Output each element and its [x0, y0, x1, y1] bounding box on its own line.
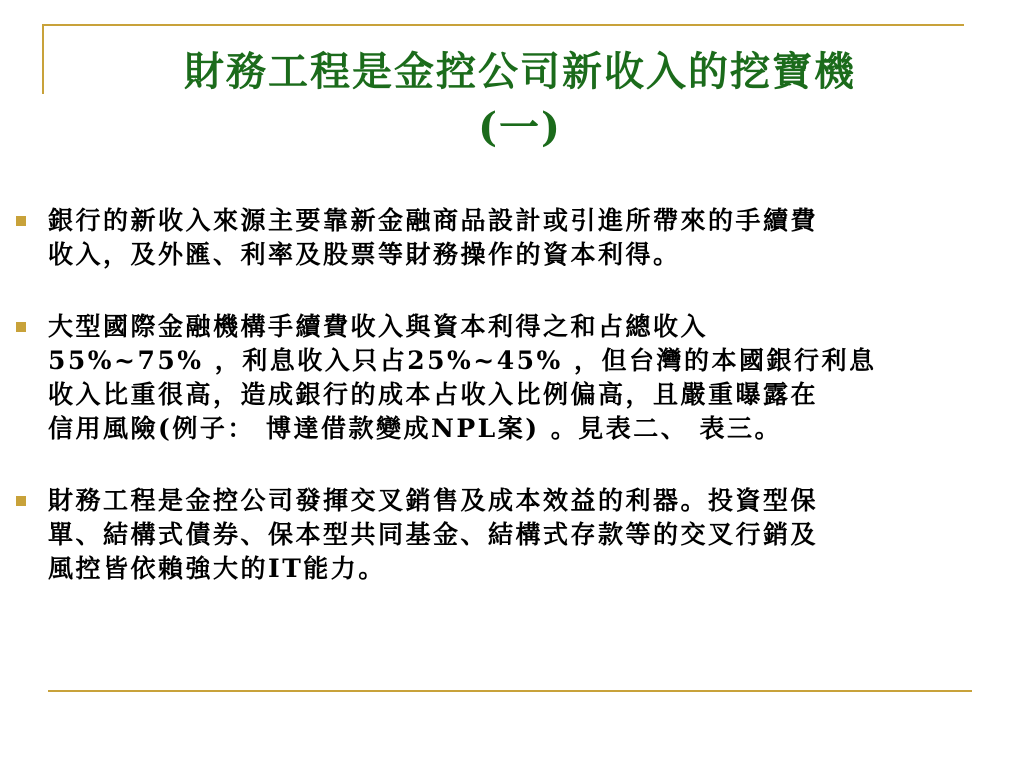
- left-accent-rule: [42, 24, 44, 94]
- square-bullet-icon: [16, 216, 26, 226]
- square-bullet-icon: [16, 496, 26, 506]
- bullet-text-3: 財務工程是金控公司發揮交叉銷售及成本效益的利器。投資型保 單、結構式債券、保本型共同基金、結構式存款等的交叉行銷及 風控皆依賴強大的IT能力。: [48, 486, 819, 583]
- bullet-item-2: [12, 310, 1012, 446]
- slide-title: 財務工程是金控公司新收入的挖寶機 (一): [184, 48, 856, 151]
- bullet-text-1: 銀行的新收入來源主要靠新金融商品設計或引進所帶來的手續費 收入，及外匯、利率及股票等財務操作的資本利得。: [48, 206, 819, 269]
- square-bullet-icon: [16, 322, 26, 332]
- bullet-list: [12, 204, 1012, 586]
- bullet-item-1: [12, 204, 1012, 272]
- top-accent-rule: [42, 24, 964, 26]
- bottom-accent-rule: [48, 690, 972, 692]
- bullet-item-3: [12, 484, 1012, 586]
- bullet-text-2: 大型國際金融機構手續費收入與資本利得之和占總收入 55%~75% ，利息收入只占25%~45% ，但台灣的本國銀行利息 收入比重很高，造成銀行的成本占收入比例偏高，且嚴重曝露在 信用風險(例子： 博達借款變成NPL案) 。見表二、 表三。: [48, 312, 877, 443]
